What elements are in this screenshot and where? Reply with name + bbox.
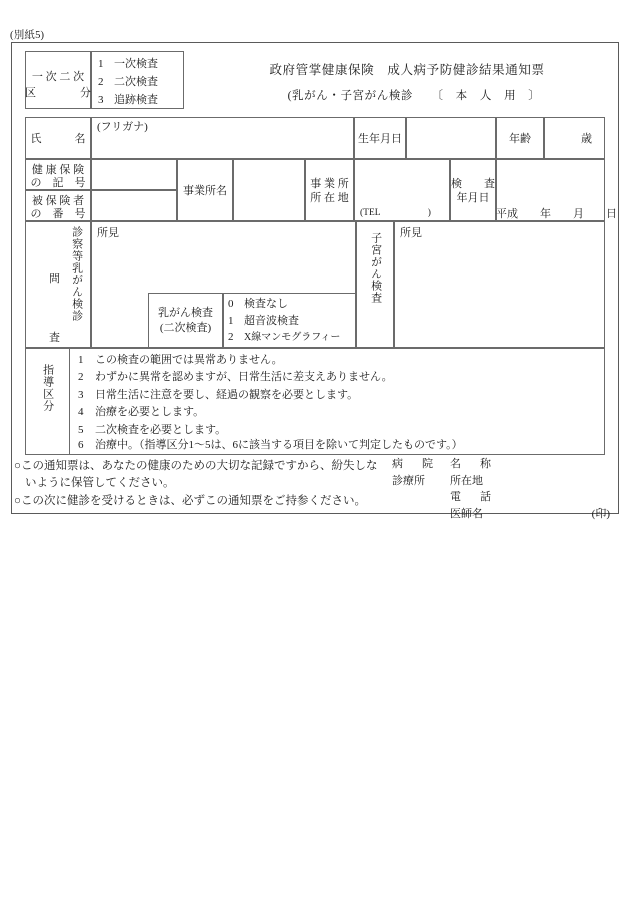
provider-row-tel (392, 489, 614, 506)
uterine-findings-label: 所見 (400, 227, 422, 239)
breast-findings-label: 所見 (97, 227, 119, 239)
classification-option-label: 一次検査 (114, 58, 158, 70)
provider-row-address (392, 473, 614, 490)
guidance-item (78, 352, 393, 369)
exam-date-label-line2: 年月日 (456, 192, 490, 204)
guidance-item-six (78, 437, 463, 454)
guidance-vertical-label: 指導区分 (41, 364, 54, 412)
exam-date-value: 平成 年 月 日 (496, 208, 617, 220)
note-line-3: ○この次に健診を受けるときは、必ずこの通知票をご持参ください。 (14, 494, 366, 507)
breast-exam-option[interactable] (228, 329, 340, 346)
age-unit-label: 歳 (581, 133, 592, 145)
guidance-item (78, 387, 393, 404)
breast-vertical-label-left-bottom: 査 (49, 332, 60, 344)
classification-label-line1: 一 次 二 次 (31, 71, 85, 83)
breast-exam-subtable-label-line2: (二次検査) (159, 322, 212, 334)
guidance-items-list (78, 352, 393, 439)
insurance-symbol-value-cell[interactable] (91, 159, 177, 190)
office-name-label: 事業所名 (183, 185, 227, 197)
breast-exam-option-label: X線マンモグラフィー (244, 332, 341, 344)
breast-vertical-label-right: 診察等乳がん検診 (70, 226, 83, 322)
provider-block (392, 456, 614, 523)
provider-seal-mark: (印) (591, 508, 610, 521)
breast-vertical-label-left-top: 問 (49, 273, 60, 285)
uterine-findings-cell[interactable] (394, 221, 605, 348)
age-label: 年齢 (509, 133, 531, 145)
guidance-item-text: 治療を必要とします。 (95, 406, 205, 419)
classification-option-label: 追跡検査 (114, 93, 158, 106)
provider-field-name-label: 名 称 (450, 458, 495, 470)
breast-exam-option-number: 2 (228, 331, 234, 344)
office-name-value-cell[interactable] (233, 159, 305, 221)
classification-label-line2: 区 分 (25, 87, 91, 99)
guidance-item-number: 3 (78, 388, 84, 401)
provider-type-line2: 診療所 (392, 474, 425, 487)
office-address-label-line1: 事 業 所 (310, 178, 349, 190)
insured-number-label-line1: 被 保 険 者 (31, 195, 85, 207)
office-tel-label: (TEL ) (360, 208, 431, 218)
provider-type-line1: 病 院 (392, 458, 437, 470)
provider-row-name (392, 456, 614, 473)
breast-exam-option-number: 1 (228, 314, 234, 327)
guidance-item-text: この検査の範囲では異常ありません。 (95, 354, 283, 366)
age-value-cell[interactable] (544, 117, 605, 159)
guidance-item-text: 二次検査を必要とします。 (95, 423, 227, 436)
note-line-2: いように保管してください。 (25, 477, 175, 490)
breast-exam-option[interactable] (228, 313, 340, 330)
guidance-item-number: 2 (78, 371, 84, 384)
breast-exam-options-list (228, 296, 340, 346)
birthdate-label: 生年月日 (358, 133, 402, 145)
notes-block (14, 458, 404, 510)
guidance-item (78, 369, 393, 386)
birthdate-value-cell[interactable] (406, 117, 496, 159)
uterine-vertical-label: 子宮がん検査 (369, 232, 382, 304)
breast-exam-option-label: 検査なし (244, 298, 288, 310)
breast-exam-option[interactable] (228, 296, 340, 313)
guidance-item (78, 404, 393, 421)
classification-option[interactable] (98, 92, 158, 110)
classification-options-list (98, 56, 158, 109)
guidance-item-number: 1 (78, 354, 84, 366)
insurance-symbol-label-line2: の 記 号 (30, 177, 86, 189)
provider-field-tel-label: 電 話 (450, 491, 495, 504)
provider-row-doctor (392, 506, 614, 523)
classification-option[interactable] (98, 74, 158, 92)
breast-exam-subtable-label-line1: 乳がん検査 (158, 307, 213, 319)
insurance-symbol-label-line1: 健 康 保 険 (31, 164, 85, 176)
classification-option-number: 2 (98, 75, 104, 88)
provider-field-doctor-label: 医師名 (450, 508, 483, 521)
exam-date-label-line1: 検 査 (451, 178, 495, 190)
classification-option-number: 3 (98, 93, 104, 106)
classification-option-label: 二次検査 (114, 75, 158, 88)
name-label: 氏 名 (30, 133, 86, 145)
form-title-sub: (乳がん・子宮がん検診 〔 本 人 用 〕 (287, 90, 541, 102)
provider-field-address-label: 所在地 (450, 474, 483, 487)
breast-exam-option-label: 超音波検査 (244, 314, 299, 327)
insured-number-value-cell[interactable] (91, 190, 177, 221)
guidance-item-number: 4 (78, 406, 84, 419)
insured-number-label-line2: の 番 号 (30, 208, 86, 220)
guidance-item-number: 5 (78, 423, 84, 436)
guidance-item-six-text: 治療中。（指導区分1〜5は、6に該当する項目を除いて判定したものです。） (95, 439, 463, 451)
breast-exam-option-number: 0 (228, 298, 234, 310)
classification-option-number: 1 (98, 58, 104, 70)
guidance-item-six-number: 6 (78, 439, 84, 451)
office-address-label-line2: 所 在 地 (310, 192, 349, 204)
guidance-item-text: わずかに異常を認めますが、日常生活に差支えありません。 (95, 371, 393, 384)
furigana-label: (フリガナ) (97, 121, 148, 133)
guidance-item-text: 日常生活に注意を要し、経過の観察を必要とします。 (95, 388, 359, 401)
sheet-number-label: (別紙5) (10, 30, 45, 41)
form-title-main: 政府管掌健康保険 成人病予防健診結果通知票 (269, 63, 545, 77)
classification-option[interactable] (98, 56, 158, 74)
note-line-1: ○この通知票は、あなたの健康のための大切な記録ですから、紛失しな (14, 460, 378, 472)
